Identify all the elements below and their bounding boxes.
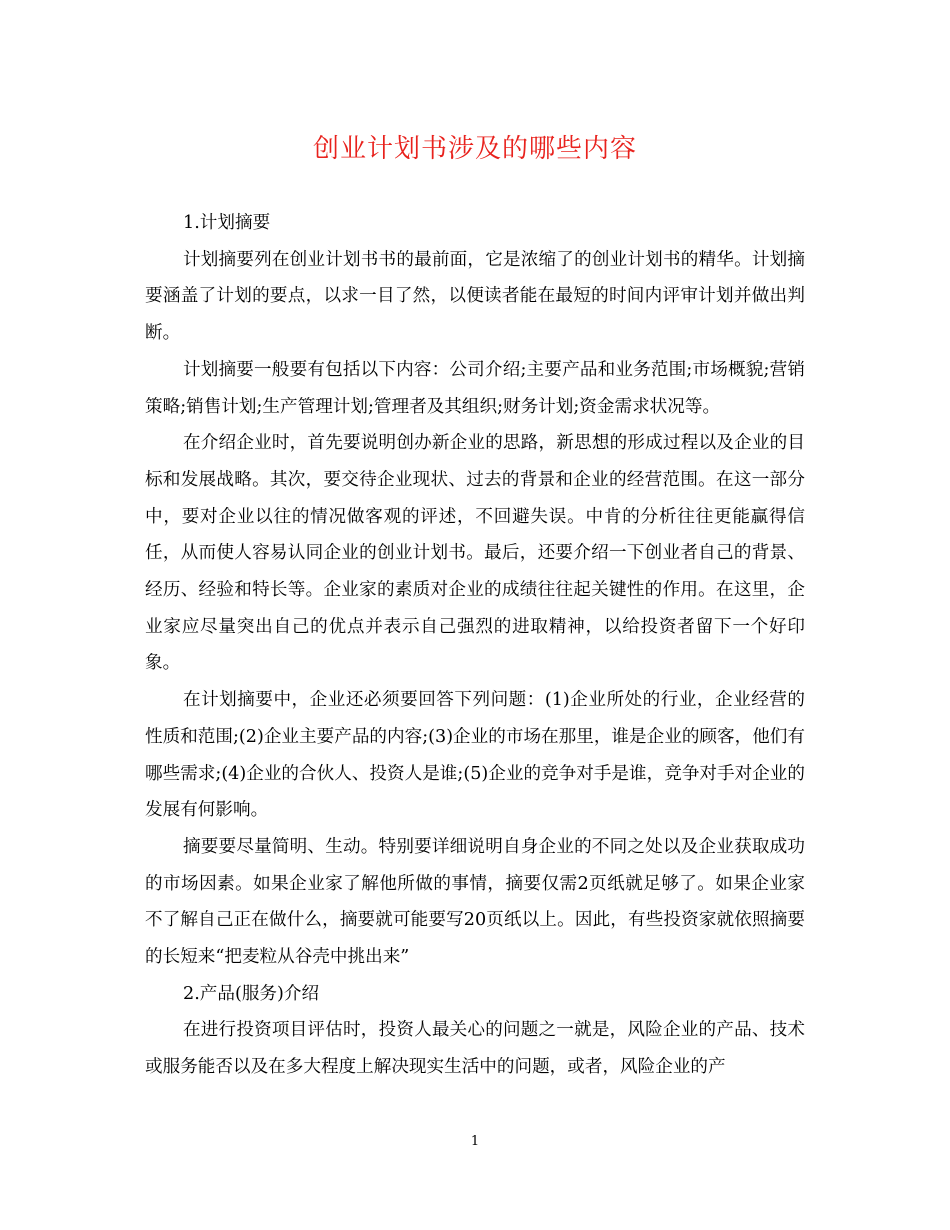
- document-title: 创业计划书涉及的哪些内容: [312, 134, 637, 164]
- section-heading: 2.产品(服务)介绍: [183, 983, 320, 1004]
- document-body: [145, 205, 805, 1086]
- paragraph: 在进行投资项目评估时，投资人最关心的问题之一就是，风险企业的产品、技术或服务能否以及在多大程度上解决现实生活中的问题，或者，风险企业的产: [145, 1020, 805, 1078]
- paragraph: 在计划摘要中，企业还必须要回答下列问题：(1)企业所处的行业，企业经营的性质和范围;(2)企业主要产品的内容;(3)企业的市场在那里，谁是企业的顾客，他们有哪些需求;(4)企业的合伙人、投资人是谁;(5)企业的竞争对手是谁，竞争对手对企业的发展有何影响。: [145, 690, 805, 821]
- paragraph: 计划摘要一般要有包括以下内容：公司介绍;主要产品和业务范围;市场概貌;营销策略;销售计划;生产管理计划;管理者及其组织;财务计划;资金需求状况等。: [145, 359, 805, 417]
- paragraph: 在介绍企业时，首先要说明创办新企业的思路，新思想的形成过程以及企业的目标和发展战略。其次，要交待企业现状、过去的背景和企业的经营范围。在这一部分中，要对企业以往的情况做客观的评述，不回避失误。中肯的分析往往更能赢得信任，从而使人容易认同企业的创业计划书。最后，还要介绍一下创业者自己的背景、经历、经验和特长等。企业家的素质对企业的成绩往往起关键性的作用。在这里，企业家应尽量突出自己的优点并表示自己强烈的进取精神，以给投资者留下一个好印象。: [145, 433, 805, 674]
- section-heading: 1.计划摘要: [183, 213, 271, 233]
- paragraph: 计划摘要列在创业计划书书的最前面，它是浓缩了的创业计划书的精华。计划摘要涵盖了计划的要点，以求一目了然，以便读者能在最短的时间内评审计划并做出判断。: [145, 249, 805, 344]
- paragraph: 摘要要尽量简明、生动。特别要详细说明自身企业的不同之处以及企业获取成功的市场因素。如果企业家了解他所做的事情，摘要仅需2页纸就足够了。如果企业家不了解自己正在做什么，摘要就可能要写20页纸以上。因此，有些投资家就依照摘要的长短来“把麦粒从谷壳中挑出来”: [145, 836, 805, 968]
- page-number: 1: [470, 1134, 480, 1149]
